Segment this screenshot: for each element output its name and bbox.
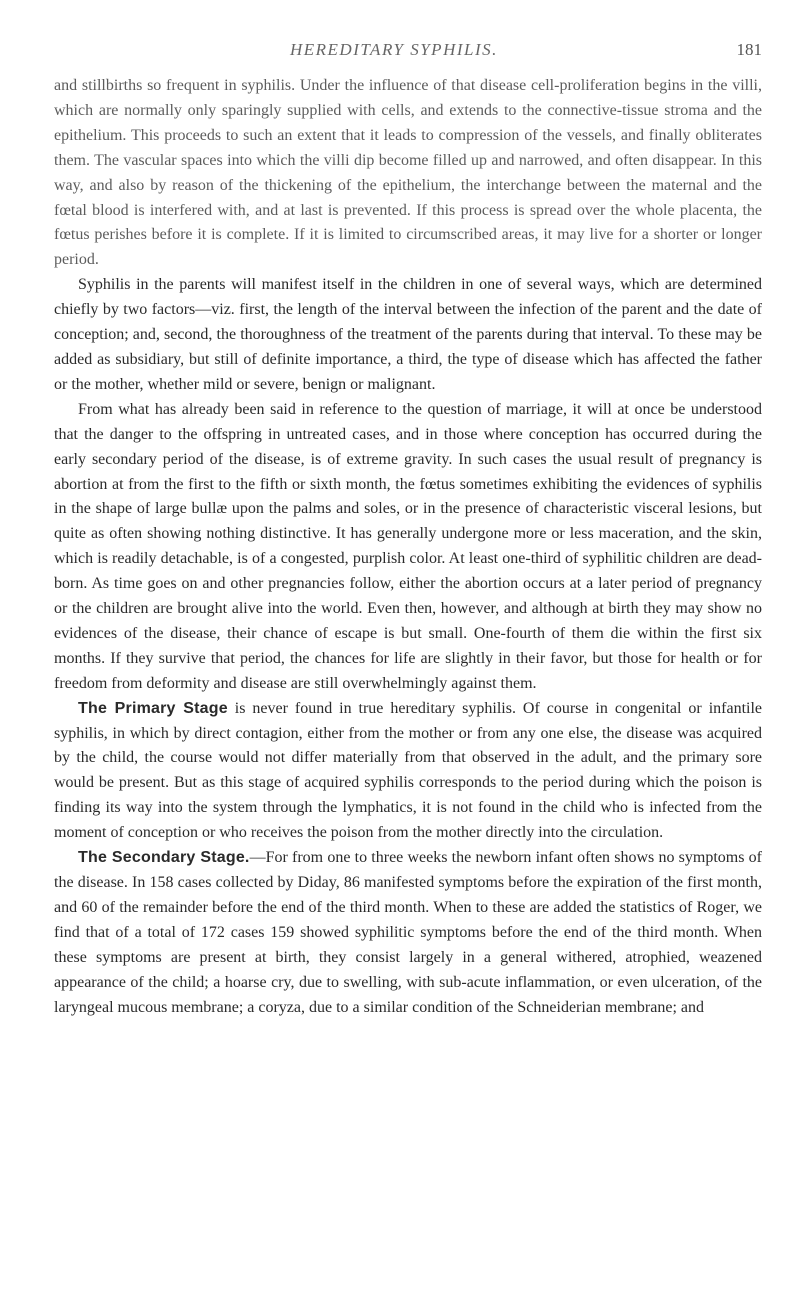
section-heading-secondary-stage: The Secondary Stage.: [78, 849, 250, 867]
paragraph-manifestation: Syphilis in the parents will manifest itself in the children in one of several ways, which are determined chiefly by two factors—viz. first, the length of the interval between the infection of the parent and the date of conception; and, second, the thoroughness of the treatment of the parents during that interval. To these may be added as subsidiary, but still of definite importance, a third, the type of disease which has affected the father or the mother, whether mild or severe, benign or malignant.: [54, 276, 762, 393]
page-number: 181: [736, 40, 762, 59]
primary-stage-text: is never found in true hereditary syphilis. Of course in congenital or infantile syphilis, in which by direct contagion, either from the mother or from any one else, the disease was acquired by the child, the course would not differ materially from that observed in the adult, and the primary sore would be present. But as this stage of acquired syphilis corresponds to the period during which the poison is finding its way into the system through the lymphatics, it is not found in the child who is infected from the moment of conception or who receives the poison from the mother directly into the circulation.: [54, 699, 763, 842]
running-title: HEREDITARY SYPHILIS.: [290, 40, 498, 59]
paragraph-marriage-danger: From what has already been said in reference to the question of marriage, it will at once be understood that the danger to the offspring in untreated cases, and in those where conception has occurred during the early secondary period of the disease, is of extreme gravity. In such cases the usual result of pregnancy is abortion at from the first to the fifth or sixth month, the fœtus sometimes exhibiting the evidences of syphilis in the shape of large bullæ upon the palms and soles, or in the presence of characteristic visceral lesions, but quite as often showing nothing distinctive. It has generally undergone more or less maceration, and the skin, which is readily detachable, is of a congested, purplish color. At least one-third of syphilitic children are dead-born. As time goes on and other pregnancies follow, either the abortion occurs at a later period of pregnancy or the children are brought alive into the world. Even then, however, and although at birth they may show no evidences of the disease, their chance of escape is but small. One-fourth of them die within the first six months. If they survive that period, the chances for life are slightly in their favor, but those for health or for freedom from deformity and disease are still overwhelmingly against them.: [54, 400, 762, 692]
paragraph-placenta: and stillbirths so frequent in syphilis. Under the influence of that disease cell-proliferation begins in the villi, which are normally only sparingly supplied with cells, and extends to the connective-tissue stroma and the epithelium. This proceeds to such an extent that it leads to compression of the vessels, and finally obliterates them. The vascular spaces into which the villi dip become filled up and narrowed, and often disappear. In this way, and also by reason of the thickening of the epithelium, the interchange between the maternal and the fœtal blood is interfered with, and at last is prevented. If this process is spread over the whole placenta, the fœtus perishes before it is complete. If it is limited to circumscribed areas, it may live for a shorter or longer period.: [54, 77, 762, 269]
running-head: [54, 40, 762, 70]
paragraph-primary-stage: [54, 697, 762, 846]
body-text: [54, 74, 762, 1020]
book-page: [54, 40, 762, 1020]
secondary-stage-text: —For from one to three weeks the newborn infant often shows no symptoms of the disease. In 158 cases collected by Diday, 86 manifested symptoms before the expiration of the first month, and 60 of the remainder before the end of the third month. When to these are added the statistics of Roger, we find that of a total of 172 cases 159 showed syphilitic symptoms before the end of the third month. When these symptoms are present at birth, they consist largely in a general withered, atrophied, weazened appearance of the child; a hoarse cry, due to swelling, with sub-acute inflammation, or even ulceration, of the laryngeal mucous membrane; a coryza, due to a similar condition of the Schneiderian membrane; and: [54, 849, 763, 1016]
section-heading-primary-stage: The Primary Stage: [78, 699, 228, 717]
paragraph-secondary-stage: [54, 846, 762, 1020]
